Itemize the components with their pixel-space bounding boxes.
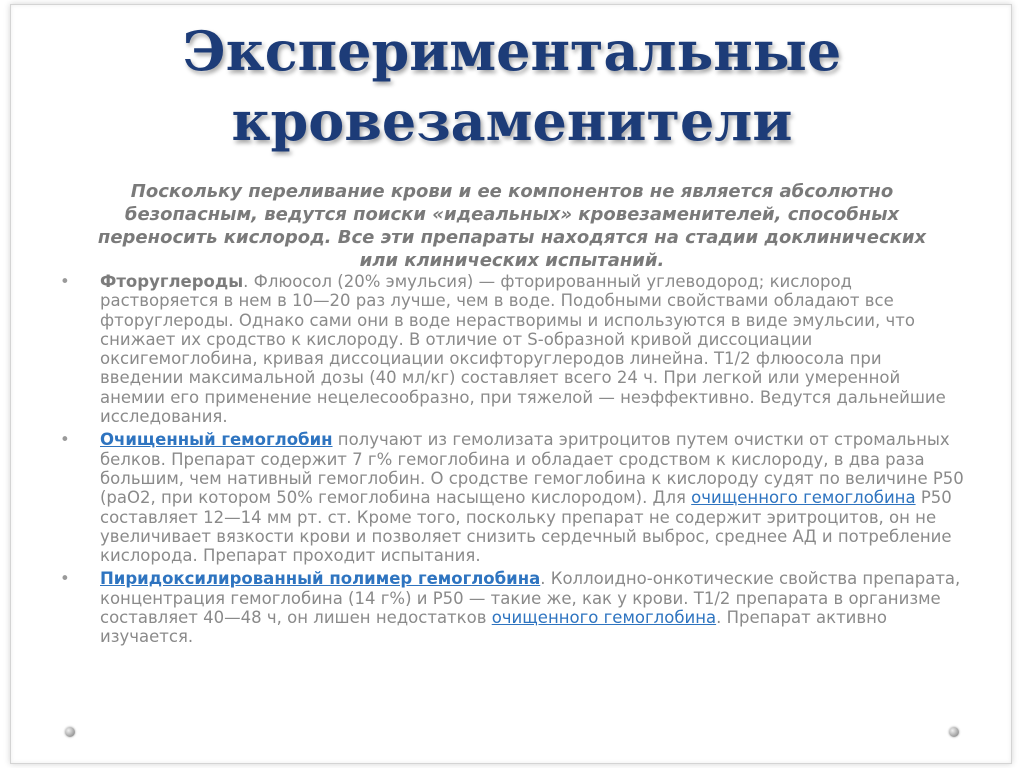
corner-dot-bottom-right (949, 727, 959, 737)
link-purified-hemoglobin-2[interactable]: очищенного гемоглобина (491, 608, 717, 628)
term-fluorocarbons: Фторуглероды (100, 272, 244, 291)
bullet-dot-icon: • (60, 430, 70, 450)
slide-title (0, 16, 1024, 156)
intro-paragraph: Поскольку переливание крови и ее компонентов не является абсолютно безопасным, ведутся поиски «идеальных» кровезаменителей, способных переносить кислород. Все эти препараты находятся на стадии доклинических или клинических испытаний. (97, 181, 927, 271)
bullet-dot-icon: • (60, 569, 70, 589)
list-item-pyridoxylated-polymer (60, 569, 964, 646)
list-item-fluorocarbons (60, 272, 964, 426)
item-text: . Коллоидно-онкотические свойства препарата, концентрация гемоглобина (14 г%) и Р50 — такие же, как у крови. Т1/2 препарата в организме составляет 40—48 ч, он лишен недостатков (100, 569, 961, 628)
item-text: . Флюосол (20% эмульсия) — фторированный углеводород; кислород растворяется в нем в 10—20 раз лучше, чем в воде. Подобными свойствами обладают все фторуглероды. Однако сами они в воде нерастворимы и используются в виде эмульсии, что снижает их сродство к кислороду. В отличие от S-образной кривой диссоциации оксигемоглобина, кривая диссоциации оксифторуглеродов линейна. Т1/2 флюосола при введении максимальной дозы (40 мл/кг) составляет всего 24 ч. При легкой или умеренной анемии его применение нецелесообразно, при тяжелой — неэффективно. Ведутся дальнейшие исследования. (100, 272, 946, 427)
title-line-1: Экспериментальные (182, 19, 842, 83)
title-line-2: кровезаменители (231, 89, 793, 153)
bullet-dot-icon: • (60, 272, 70, 291)
item-text: получают из гемолизата эритроцитов путем очистки от стромальных белков. Препарат содержит 7 г% гемоглобина и обладает сродством к кислороду, в два раза большим, чем нативный гемоглобин. О сродстве гемоглобина к кислороду судят по величине Р50 (раО2, при котором 50% гемоглобина насыщено кислородом). Для (100, 430, 964, 508)
bullet-list (60, 272, 964, 651)
link-pyridoxylated-polymer[interactable]: Пиридоксилированный полимер гемоглобина (100, 569, 541, 589)
link-purified-hemoglobin-inline[interactable]: очищенного гемоглобина (691, 488, 916, 508)
item-text: . Препарат активно изучается. (100, 608, 888, 647)
item-text: Р50 составляет 12—14 мм рт. ст. Кроме того, поскольку препарат не содержит эритроцитов, он не увеличивает вязкости крови и позволяет снизить сердечный выброс, среднее АД и потребление кислорода. Препарат проходит испытания. (100, 488, 952, 566)
corner-dot-bottom-left (65, 727, 75, 737)
link-purified-hemoglobin[interactable]: Очищенный гемоглобин (100, 430, 333, 450)
list-item-purified-hemoglobin (60, 430, 964, 565)
